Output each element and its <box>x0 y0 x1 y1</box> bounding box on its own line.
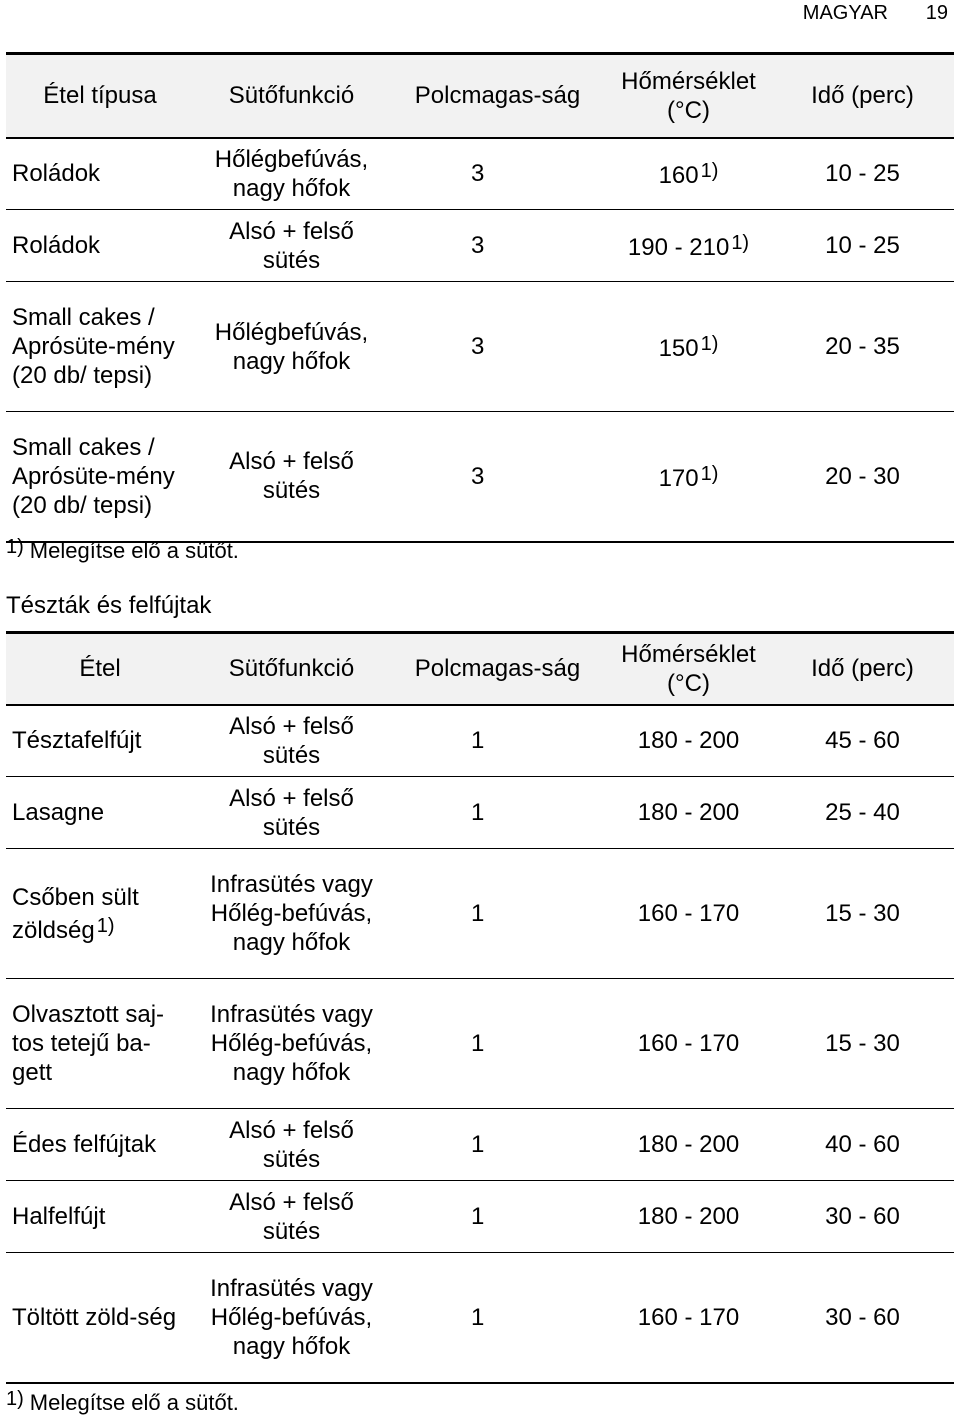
function-cell: Alsó + felső sütés <box>194 1109 389 1181</box>
food-cell <box>6 979 194 1109</box>
temperature-cell: 180 - 200 <box>606 1109 771 1181</box>
food-name: Csőben sült zöldség <box>12 883 139 944</box>
footnote-ref: 1) <box>700 160 719 183</box>
function-cell: Hőlégbefúvás, nagy hőfok <box>194 138 389 210</box>
temperature-cell <box>606 282 771 412</box>
function-cell: Infrasütés vagy Hőlég-befúvás, nagy hőfok <box>194 1253 389 1383</box>
function-cell: Alsó + felső sütés <box>194 210 389 282</box>
footnote-text: Melegítse elő a sütőt. <box>29 538 239 563</box>
shelf-cell: 1 <box>389 1181 606 1253</box>
food-cell: Roládok <box>6 138 194 210</box>
time-cell: 30 - 60 <box>771 1181 954 1253</box>
column-header-food-type: Étel típusa <box>43 82 157 110</box>
function-cell: Alsó + felső sütés <box>194 777 389 849</box>
page-header <box>0 0 960 26</box>
table-header-row <box>6 633 954 705</box>
baking-table-casseroles <box>6 631 954 1384</box>
page-number: 19 <box>925 2 948 24</box>
column-header-temperature: Hőmérséklet (°C) <box>621 640 756 697</box>
food-cell <box>6 849 194 979</box>
column-header-time: Idő (perc) <box>811 655 914 683</box>
temperature-value: 190 - 210 <box>627 234 730 261</box>
time-cell: 20 - 30 <box>771 412 954 542</box>
column-header-function: Sütőfunkció <box>228 655 355 683</box>
section-title: Tészták és felfújtak <box>6 592 212 619</box>
food-name: Olvasztott saj-tos tetejű ba-gett <box>12 1001 165 1086</box>
food-cell <box>6 777 194 849</box>
shelf-cell: 3 <box>389 138 606 210</box>
footnote-ref: 1) <box>700 462 719 485</box>
temperature-cell: 160 - 170 <box>606 1253 771 1383</box>
food-cell <box>6 1181 194 1253</box>
table-row <box>6 138 954 210</box>
column-header-shelf: Polcmagas-ság <box>414 655 581 683</box>
table-header-row <box>6 54 954 138</box>
food-name: Töltött zöld-ség <box>12 1303 177 1331</box>
shelf-cell: 1 <box>389 979 606 1109</box>
table-row <box>6 705 954 777</box>
column-header-time: Idő (perc) <box>811 82 914 110</box>
footnote-mark: 1) <box>6 1388 24 1410</box>
shelf-cell: 3 <box>389 210 606 282</box>
food-name: Édes felfújtak <box>12 1131 157 1158</box>
shelf-cell: 1 <box>389 849 606 979</box>
temperature-value: 150 <box>658 335 699 362</box>
temperature-cell: 160 - 170 <box>606 849 771 979</box>
table-row <box>6 777 954 849</box>
temperature-value: 160 <box>658 162 699 190</box>
column-header-shelf <box>389 54 606 138</box>
shelf-cell: 1 <box>389 1109 606 1181</box>
time-cell: 40 - 60 <box>771 1109 954 1181</box>
column-header-temperature: Hőmérséklet (°C) <box>621 67 756 124</box>
footnote-ref: 1) <box>96 914 115 937</box>
temperature-cell: 180 - 200 <box>606 1181 771 1253</box>
table-row <box>6 849 954 979</box>
temperature-cell <box>606 210 771 282</box>
temperature-cell: 160 - 170 <box>606 979 771 1109</box>
table-row <box>6 1181 954 1253</box>
temperature-cell <box>606 412 771 542</box>
footnote-text: Melegítse elő a sütőt. <box>29 1390 239 1415</box>
shelf-cell: 3 <box>389 412 606 542</box>
food-name: Lasagne <box>12 799 105 826</box>
function-cell: Infrasütés vagy Hőlég-befúvás, nagy hőfok <box>194 849 389 979</box>
food-cell <box>6 1253 194 1383</box>
language-label: MAGYAR <box>802 2 888 24</box>
temperature-value: 170 <box>658 464 699 492</box>
temperature-cell <box>606 138 771 210</box>
shelf-cell: 1 <box>389 1253 606 1383</box>
table-row <box>6 1253 954 1383</box>
column-header-shelf-label: Polcmagas-ság <box>414 82 581 110</box>
table-row <box>6 979 954 1109</box>
food-cell: Roládok <box>6 210 194 282</box>
food-cell: Small cakes / Aprósüte-mény (20 db/ tepsi) <box>6 282 194 412</box>
column-header-food: Étel <box>79 655 121 683</box>
function-cell: Alsó + felső sütés <box>194 1181 389 1253</box>
temperature-cell: 180 - 200 <box>606 777 771 849</box>
time-cell: 25 - 40 <box>771 777 954 849</box>
food-cell <box>6 705 194 777</box>
shelf-cell: 1 <box>389 705 606 777</box>
food-name: Tésztafelfújt <box>12 727 142 755</box>
function-cell: Alsó + felső sütés <box>194 412 389 542</box>
footnote <box>6 536 239 564</box>
column-header-function: Sütőfunkció <box>228 82 355 110</box>
footnote-ref: 1) <box>731 232 750 254</box>
shelf-cell: 1 <box>389 777 606 849</box>
footnote-ref: 1) <box>700 333 719 355</box>
food-cell <box>6 1109 194 1181</box>
baking-table-pastries <box>6 52 954 543</box>
footnote <box>6 1388 239 1416</box>
time-cell: 20 - 35 <box>771 282 954 412</box>
time-cell: 10 - 25 <box>771 210 954 282</box>
table-row <box>6 210 954 282</box>
shelf-cell: 3 <box>389 282 606 412</box>
food-cell: Small cakes / Aprósüte-mény (20 db/ tepsi) <box>6 412 194 542</box>
food-name: Halfelfújt <box>12 1203 106 1230</box>
table-row <box>6 412 954 542</box>
function-cell: Infrasütés vagy Hőlég-befúvás, nagy hőfok <box>194 979 389 1109</box>
time-cell: 15 - 30 <box>771 849 954 979</box>
temperature-cell: 180 - 200 <box>606 705 771 777</box>
table-row <box>6 282 954 412</box>
time-cell: 30 - 60 <box>771 1253 954 1383</box>
function-cell: Hőlégbefúvás, nagy hőfok <box>194 282 389 412</box>
function-cell: Alsó + felső sütés <box>194 705 389 777</box>
time-cell: 10 - 25 <box>771 138 954 210</box>
footnote-mark: 1) <box>6 536 24 558</box>
table-row <box>6 1109 954 1181</box>
time-cell: 15 - 30 <box>771 979 954 1109</box>
time-cell: 45 - 60 <box>771 705 954 777</box>
